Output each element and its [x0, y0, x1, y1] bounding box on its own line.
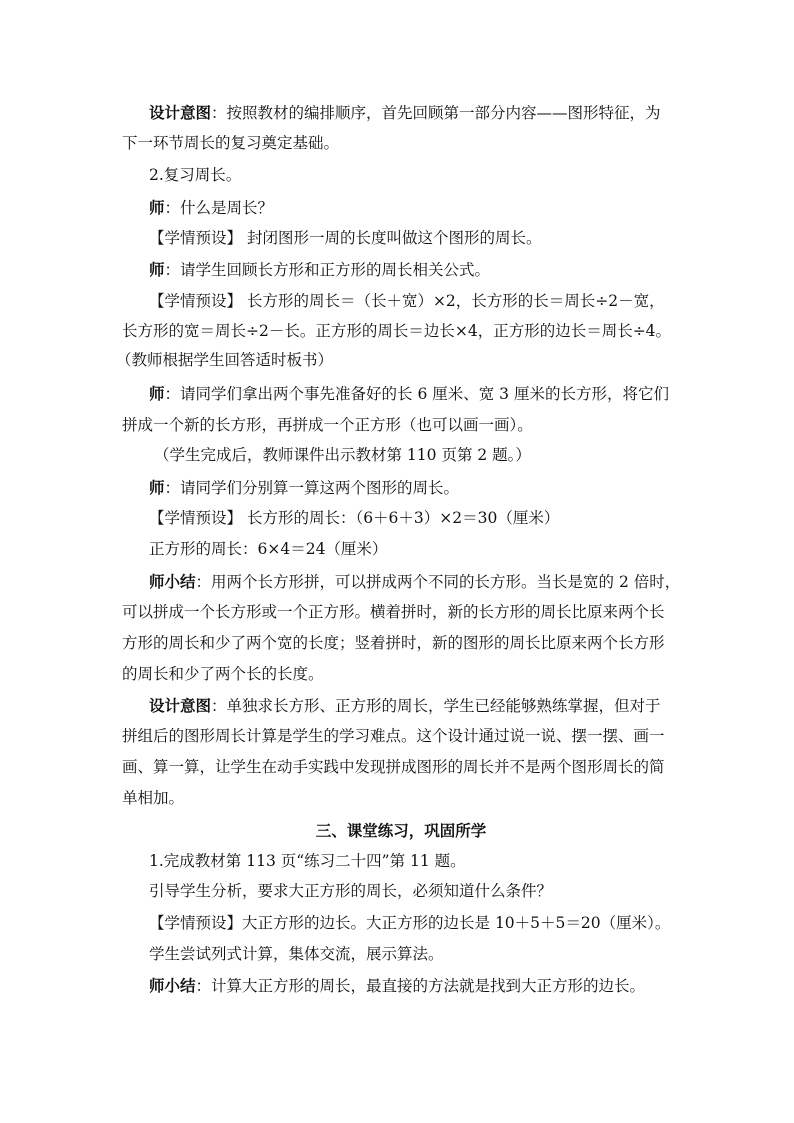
teacher-question-1: 师：什么是周长？: [149, 198, 274, 217]
teacher-label: 师: [149, 478, 165, 497]
design-intent-2-line-4: 单相加。: [122, 789, 185, 807]
preview-3: 【学情预设】 长方形的周长：（6＋6＋3）×2＝30（厘米）: [149, 509, 560, 527]
preview-label: 【学情预设】: [149, 509, 243, 527]
section-title: 三、课堂练习，巩固所学: [315, 821, 487, 840]
design-intent-label: 设计意图: [149, 103, 212, 122]
summary-2: 师小结：计算大正方形的周长，最直接的方法就是找到大正方形的边长。: [149, 976, 646, 995]
design-intent-2-line-1: 设计意图：单独求长方形、正方形的周长，学生已经能够熟练掌握，但对于: [149, 696, 661, 715]
design-intent-2-line-3: 画、算一算，让学生在动手实践中发现拼成图形的周长并不是两个图形周长的简: [122, 758, 665, 776]
teacher-question-3: 师：请同学们分别算一算这两个图形的周长。: [149, 478, 460, 497]
preview-2-line-3: （教师根据学生回答适时板书）: [116, 351, 334, 369]
teacher-label: 师: [149, 384, 165, 403]
teacher-task-line-2: 拼成一个新的长方形，再拼成一个正方形（也可以画一画）。: [122, 416, 533, 434]
design-intent-1-line-2: 下一环节周长的复习奠定基础。: [122, 134, 340, 152]
design-intent-2-line-2: 拼组后的图形周长计算是学生的学习难点。这个设计通过说一说、摆一摆、画一: [122, 727, 665, 745]
guide-question: 引导学生分析，要求大正方形的周长，必须知道什么条件？: [149, 882, 553, 900]
preview-4: 【学情预设】大正方形的边长。大正方形的边长是 10＋5＋5＝20（厘米）。: [149, 914, 671, 932]
preview-label: 【学情预设】: [149, 292, 243, 310]
review-heading: 2.复习周长。: [149, 166, 242, 184]
exercise-1: 1.完成教材第 113 页“练习二十四”第 11 题。: [149, 852, 466, 870]
teacher-label: 师: [149, 260, 165, 279]
courseware-note: （学生完成后，教师课件出示教材第 110 页第 2 题。）: [154, 446, 531, 464]
preview-2-line-1: 【学情预设】 长方形的周长＝（长＋宽）×2，长方形的长＝周长÷2－宽，: [149, 292, 665, 310]
design-intent-1-line-1: 设计意图：按照教材的编排顺序，首先回顾第一部分内容——图形特征，为: [149, 103, 661, 122]
teacher-task-line-1: 师：请同学们拿出两个事先准备好的长 6 厘米、宽 3 厘米的长方形，将它们: [149, 384, 669, 403]
summary-1-line-3: 方形的周长和少了两个宽的长度；竖着拼时，新的图形的周长比原来两个长方形: [122, 634, 665, 652]
preview-1: 【学情预设】 封闭图形一周的长度叫做这个图形的周长。: [149, 229, 542, 247]
summary-label: 师小结: [149, 976, 196, 995]
teacher-label: 师: [149, 198, 165, 217]
summary-1-line-4: 的周长和少了两个长的长度。: [122, 665, 324, 683]
summary-1-line-1: 师小结：用两个长方形拼，可以拼成两个不同的长方形。当长是宽的 2 倍时，: [149, 572, 681, 591]
square-perimeter: 正方形的周长：6×4＝24（厘米）: [149, 540, 388, 558]
teacher-question-2: 师：请学生回顾长方形和正方形的周长相关公式。: [149, 260, 491, 279]
preview-2-line-2: 长方形的宽＝周长÷2－长。正方形的周长＝边长×4，正方形的边长＝周长÷4。: [122, 322, 672, 340]
preview-label: 【学情预设】: [149, 229, 243, 247]
summary-label: 师小结: [149, 572, 196, 591]
students-try: 学生尝试列式计算，集体交流，展示算法。: [149, 945, 444, 963]
summary-1-line-2: 可以拼成一个长方形或一个正方形。横着拼时，新的长方形的周长比原来两个长: [122, 603, 665, 621]
design-intent-label: 设计意图: [149, 696, 212, 715]
preview-label: 【学情预设】: [149, 914, 243, 932]
